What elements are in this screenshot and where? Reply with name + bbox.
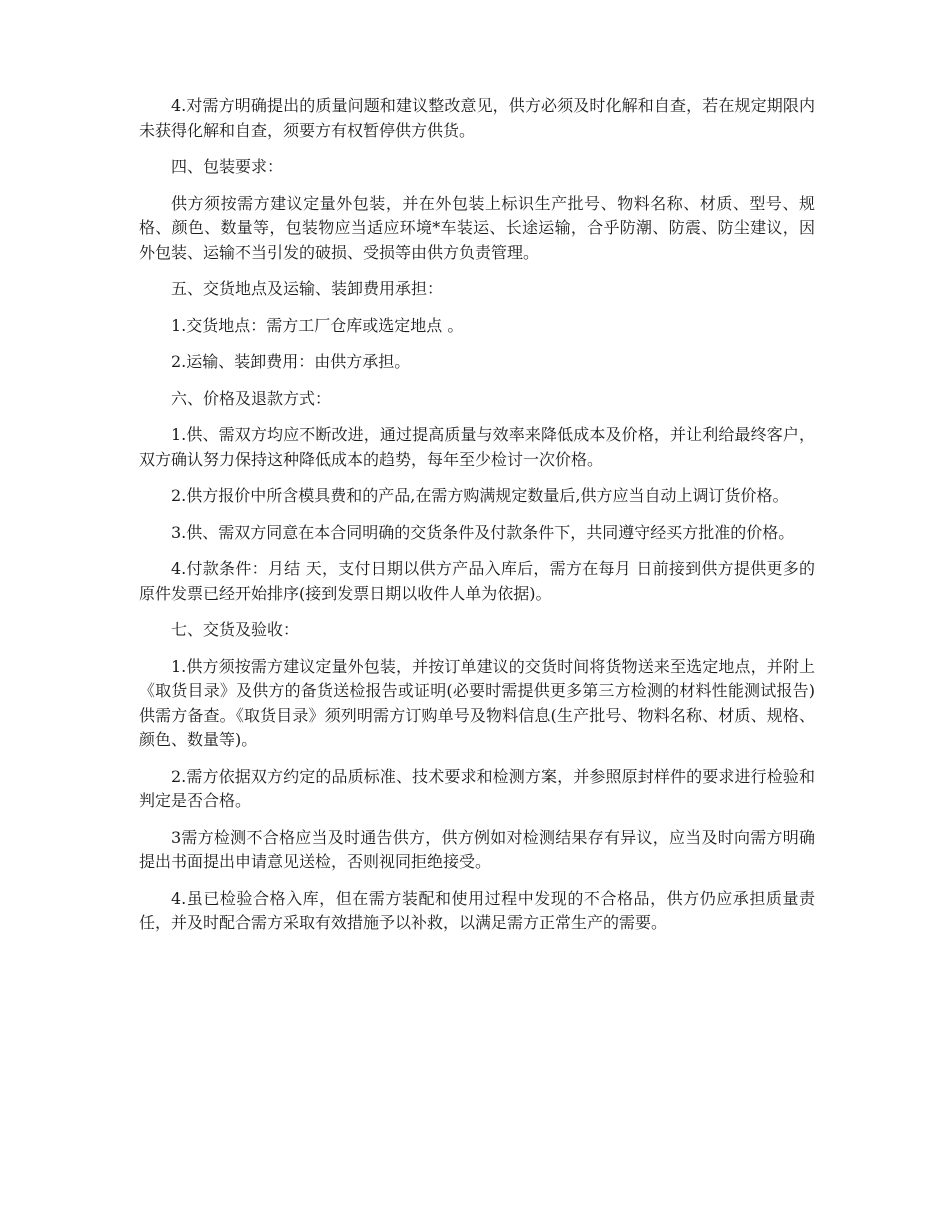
paragraph-quality-issues: 4.对需方明确提出的质量问题和建议整改意见，供方必须及时化解和自查，若在规定期限内未获得化解和自查，须要方有权暂停供方供货。 (139, 96, 815, 140)
paragraph-packaging: 供方须按需方建议定量外包装，并在外包装上标识生产批号、物料名称、材质、型号、规格、颜色、数量等，包装物应当适应环境*车装运、长途运输，合乎防潮、防震、防尘建议，因外包装、运输不当引发的破损、受损等由供方负责管理。 (139, 193, 815, 262)
section-heading-price-refund: 六、价格及退款方式： (171, 388, 332, 408)
paragraph-payment-terms: 4.付款条件：月结 天，支付日期以供方产品入库后，需方在每月 日前接到供方提供更多的原件发票已经开始排序(接到发票日期以收件人单为依据)。 (139, 559, 815, 603)
section-heading-delivery-transport: 五、交货地点及运输、装卸费用承担： (171, 279, 444, 298)
paragraph-price-1: 1.供、需双方均应不断改进，通过提高质量与效率来降低成本及价格，并让利给最终客户，双方确认努力保持这种降低成本的趋势，每年至少检讨一次价格。 (139, 425, 815, 469)
paragraph-acceptance-2: 2.需方依据双方约定的品质标准、技术要求和检测方案，并参照原封样件的要求进行检验和判定是否合格。 (139, 766, 815, 810)
section-heading-packaging: 四、包装要求： (171, 157, 284, 176)
document-body (139, 94, 815, 948)
paragraph-acceptance-4: 4.虽已检验合格入库，但在需方装配和使用过程中发现的不合格品，供方仍应承担质量责任，并及时配合需方采取有效措施予以补救，以满足需方正常生产的需要。 (139, 888, 815, 932)
paragraph-acceptance-3: 3需方检测不合格应当及时通告供方，供方例如对检测结果存有异议，应当及时向需方明确提出书面提出申请意见送检，否则视同拒绝接受。 (139, 827, 815, 871)
paragraph-delivery-location: 1.交货地点：需方工厂仓库或选定地点 。 (171, 315, 464, 335)
paragraph-acceptance-1: 1.供方须按需方建议定量外包装，并按订单建议的交货时间将货物送来至选定地点，并附上《取货目录》及供方的备货送检报告或证明(必要时需提供更多第三方检测的材料性能测试报告)供需方备查。《取货目录》须列明需方订购单号及物料信息(生产批号、物料名称、材质、规格、颜色、数量等)。 (139, 656, 815, 749)
section-heading-delivery-acceptance: 七、交货及验收： (171, 620, 300, 639)
paragraph-price-3: 3.供、需双方同意在本合同明确的交货条件及付款条件下，共同遵守经买方批准的价格。 (171, 522, 795, 542)
paragraph-transport-costs: 2.运输、装卸费用：由供方承担。 (171, 352, 411, 371)
paragraph-price-2: 2.供方报价中所含模具费和的产品,在需方购满规定数量后,供方应当自动上调订货价格。 (171, 486, 789, 505)
